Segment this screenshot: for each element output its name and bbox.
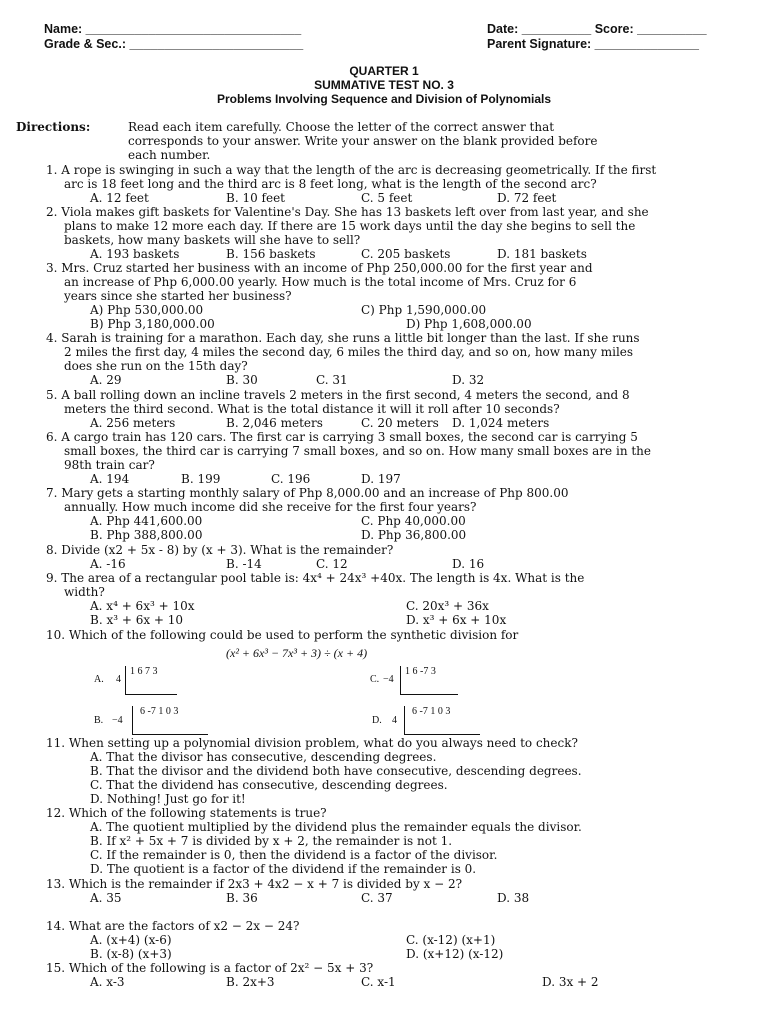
question-13: 13. Which is the remainder if 2x3 + 4x2 − x + 7 is divided by x − 2? [46, 877, 463, 891]
directions-line: Read each item carefully. Choose the letter of the correct answer that [128, 120, 555, 134]
q12-option-c: C. If the remainder is 0, then the dividend is a factor of the divisor. [90, 848, 498, 862]
q6-option-c: C. 196 [271, 472, 311, 486]
q10-option-d-coefficients: 6 -7 1 0 3 [412, 706, 451, 717]
q8-option-c: C. 12 [316, 557, 348, 571]
q15-option-d: D. 3x + 2 [542, 975, 599, 989]
q1-option-d: D. 72 feet [497, 191, 557, 205]
q5-option-d: D. 1,024 meters [452, 416, 550, 430]
q8-option-b: B. -14 [226, 557, 262, 571]
question-1: 1. A rope is swinging in such a way that the length of the arc is decreasing geometrically. If the first [46, 163, 657, 177]
question-11: 11. When setting up a polynomial division problem, what do you always need to check? [46, 736, 578, 750]
question-9-cont: width? [64, 585, 105, 599]
q9-option-d: D. x³ + 6x + 10x [406, 613, 507, 627]
q2-option-a: A. 193 baskets [90, 247, 180, 261]
q10-option-d [372, 706, 492, 740]
q15-option-c: C. x-1 [361, 975, 396, 989]
question-10: 10. Which of the following could be used to perform the synthetic division for [46, 628, 519, 642]
q10-option-d-label: D. [372, 715, 382, 726]
q10-option-d-divisor: 4 [392, 715, 397, 726]
q10-option-a [94, 666, 194, 700]
q8-option-a: A. -16 [90, 557, 126, 571]
question-6-cont: small boxes, the third car is carrying 7 small boxes, and so on. How many small boxes are in the [64, 444, 652, 458]
q7-option-d: D. Php 36,800.00 [361, 528, 467, 542]
question-15: 15. Which of the following is a factor of 2x² − 5x + 3? [46, 961, 374, 975]
question-9: 9. The area of a rectangular pool table is: 4x⁴ + 24x³ +40x. The length is 4x. What is the [46, 571, 585, 585]
q12-option-d: D. The quotient is a factor of the dividend if the remainder is 0. [90, 862, 477, 876]
question-4-cont: 2 miles the first day, 4 miles the second day, 6 miles the third day, and so on, how many miles [64, 345, 634, 359]
grade-section-label: Grade & Sec.: _________________________ [44, 37, 304, 51]
q10-option-a-coefficients: 1 6 7 3 [130, 666, 158, 677]
q3-option-d: D) Php 1,608,000.00 [406, 317, 532, 331]
q7-option-c: C. Php 40,000.00 [361, 514, 466, 528]
q7-option-b: B. Php 388,800.00 [90, 528, 203, 542]
q9-option-a: A. x⁴ + 6x³ + 10x [90, 599, 195, 613]
q5-option-b: B. 2,046 meters [226, 416, 323, 430]
q12-option-b: B. If x² + 5x + 7 is divided by x + 2, the remainder is not 1. [90, 834, 453, 848]
question-3-cont: an increase of Php 6,000.00 yearly. How much is the total income of Mrs. Cruz for 6 [64, 275, 577, 289]
q13-option-b: B. 36 [226, 891, 258, 905]
test-title: SUMMATIVE TEST NO. 3 [314, 78, 454, 92]
name-field-label: Name: _______________________________ [44, 22, 302, 36]
directions-line: corresponds to your answer. Write your answer on the blank provided before [128, 134, 598, 148]
q3-option-c: C) Php 1,590,000.00 [361, 303, 487, 317]
q15-option-b: B. 2x+3 [226, 975, 275, 989]
q10-option-a-divisor: 4 [116, 674, 121, 685]
q14-option-d: D. (x+12) (x-12) [406, 947, 504, 961]
q3-option-b: B) Php 3,180,000.00 [90, 317, 215, 331]
q15-option-a: A. x-3 [90, 975, 125, 989]
q11-option-a: A. That the divisor has consecutive, descending degrees. [90, 750, 437, 764]
question-8: 8. Divide (x2 + 5x - 8) by (x + 3). What is the remainder? [46, 543, 394, 557]
q4-option-d: D. 32 [452, 373, 485, 387]
q14-option-a: A. (x+4) (x-6) [90, 933, 172, 947]
question-4: 4. Sarah is training for a marathon. Each day, she runs a little bit longer than the last. If she runs [46, 331, 640, 345]
q13-option-c: C. 37 [361, 891, 393, 905]
q13-option-d: D. 38 [497, 891, 530, 905]
q5-option-a: A. 256 meters [90, 416, 176, 430]
q10-expression: (x² + 6x³ − 7x³ + 3) ÷ (x + 4) [226, 646, 368, 660]
q12-option-a: A. The quotient multiplied by the dividend plus the remainder equals the divisor. [90, 820, 582, 834]
q8-option-d: D. 16 [452, 557, 485, 571]
q10-option-c-label: C. [370, 674, 380, 685]
date-score-label: Date: __________ Score: __________ [487, 22, 707, 36]
q1-option-c: C. 5 feet [361, 191, 413, 205]
q2-option-b: B. 156 baskets [226, 247, 316, 261]
parent-signature-label: Parent Signature: _______________ [487, 37, 699, 51]
q6-option-b: B. 199 [181, 472, 221, 486]
question-4-cont: does she run on the 15th day? [64, 359, 248, 373]
directions-label: Directions: [16, 120, 91, 134]
question-3-cont: years since she started her business? [64, 289, 292, 303]
q2-option-d: D. 181 baskets [497, 247, 587, 261]
question-14: 14. What are the factors of x2 − 2x − 24? [46, 919, 300, 933]
q1-option-b: B. 10 feet [226, 191, 285, 205]
question-6-cont: 98th train car? [64, 458, 155, 472]
question-3: 3. Mrs. Cruz started her business with an income of Php 250,000.00 for the first year and [46, 261, 593, 275]
question-7: 7. Mary gets a starting monthly salary of Php 8,000.00 and an increase of Php 800.00 [46, 486, 569, 500]
q3-option-a: A) Php 530,000.00 [90, 303, 204, 317]
q2-option-c: C. 205 baskets [361, 247, 451, 261]
q6-option-d: D. 197 [361, 472, 401, 486]
question-6: 6. A cargo train has 120 cars. The first car is carrying 3 small boxes, the second car is carrying 5 [46, 430, 638, 444]
q4-option-c: C. 31 [316, 373, 348, 387]
directions-line: each number. [128, 148, 211, 162]
q14-option-c: C. (x-12) (x+1) [406, 933, 496, 947]
q14-option-b: B. (x-8) (x+3) [90, 947, 172, 961]
q10-option-a-label: A. [94, 674, 104, 685]
q10-option-c [370, 666, 470, 700]
q11-option-c: C. That the dividend has consecutive, descending degrees. [90, 778, 448, 792]
quarter-title: QUARTER 1 [349, 64, 419, 78]
q13-option-a: A. 35 [90, 891, 122, 905]
test-subtitle: Problems Involving Sequence and Division of Polynomials [216, 92, 552, 106]
q11-option-b: B. That the divisor and the dividend both have consecutive, descending degrees. [90, 764, 582, 778]
question-2: 2. Viola makes gift baskets for Valentine's Day. She has 13 baskets left over from last year, and she [46, 205, 649, 219]
q10-option-b-label: B. [94, 715, 104, 726]
question-2-cont: plans to make 12 more each day. If there are 15 work days until the day she begins to sell the [64, 219, 636, 233]
q5-option-c: C. 20 meters [361, 416, 439, 430]
q9-option-c: C. 20x³ + 36x [406, 599, 489, 613]
question-2-cont: baskets, how many baskets will she have to sell? [64, 233, 361, 247]
q10-option-b-divisor: −4 [112, 715, 123, 726]
q1-option-a: A. 12 feet [90, 191, 149, 205]
question-5: 5. A ball rolling down an incline travels 2 meters in the first second, 4 meters the second, and 8 [46, 388, 630, 402]
q6-option-a: A. 194 [90, 472, 130, 486]
q11-option-d: D. Nothing! Just go for it! [90, 792, 246, 806]
q4-option-b: B. 30 [226, 373, 258, 387]
q9-option-b: B. x³ + 6x + 10 [90, 613, 184, 627]
question-1-cont: arc is 18 feet long and the third arc is 8 feet long, what is the length of the second arc? [64, 177, 597, 191]
question-12: 12. Which of the following statements is true? [46, 806, 327, 820]
q10-option-b [94, 706, 214, 740]
q4-option-a: A. 29 [90, 373, 122, 387]
q10-option-b-coefficients: 6 -7 1 0 3 [140, 706, 179, 717]
question-7-cont: annually. How much income did she receive for the first four years? [64, 500, 477, 514]
q10-option-c-divisor: −4 [383, 674, 394, 685]
q10-option-c-coefficients: 1 6 -7 3 [405, 666, 436, 677]
q7-option-a: A. Php 441,600.00 [90, 514, 203, 528]
question-5-cont: meters the third second. What is the total distance it will it roll after 10 seconds? [64, 402, 560, 416]
